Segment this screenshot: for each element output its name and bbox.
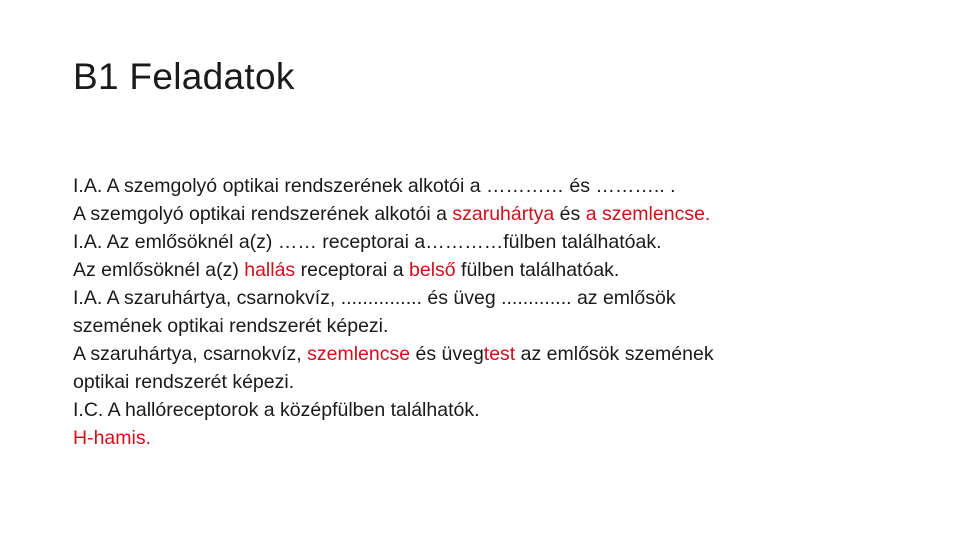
answer-highlight: belső (409, 259, 456, 281)
answer-line-3 (73, 340, 903, 396)
answer-line-2 (73, 256, 903, 284)
answer-highlight: test (483, 343, 516, 365)
answer-highlight: hallás (244, 259, 296, 281)
task-line-2: I.A. Az emlősöknél a(z) …… receptorai a…………fülben találhatóak. (73, 231, 662, 253)
slide-title: B1 Feladatok (73, 56, 295, 97)
answer-text: Az emlősöknél a(z) (73, 259, 245, 281)
answer-text: receptorai a (295, 259, 409, 281)
answer-highlight: a szemlencse. (585, 203, 711, 225)
answer-line-3-row-2: optikai rendszerét képezi. (73, 371, 295, 393)
answer-text: és (554, 203, 586, 225)
task-line-3-row-1: I.A. A szaruhártya, csarnokvíz, ............... és üveg ............. az emlősök (73, 287, 676, 309)
answer-highlight: szaruhártya (452, 203, 555, 225)
answer-text: A szaruhártya, csarnokvíz, (73, 343, 308, 365)
answer-text: az emlősök szemének (515, 343, 714, 365)
answer-highlight: szemlencse (307, 343, 411, 365)
task-line-1: I.A. A szemgolyó optikai rendszerének alkotói a ………… és ……….. . (73, 175, 676, 197)
answer-text: fülben találhatóak. (455, 259, 620, 281)
answer-line-4: H-hamis. (73, 427, 152, 449)
task-line-4: I.C. A hallóreceptorok a középfülben találhatók. (73, 399, 480, 421)
answer-text: és üveg (410, 343, 484, 365)
slide-content (73, 172, 903, 452)
task-line-3-row-2: szemének optikai rendszerét képezi. (73, 315, 389, 337)
task-line-3 (73, 284, 903, 340)
answer-line-1 (73, 200, 903, 228)
answer-text: A szemgolyó optikai rendszerének alkotói a (73, 203, 453, 225)
answer-line-3-row-1 (73, 340, 903, 368)
